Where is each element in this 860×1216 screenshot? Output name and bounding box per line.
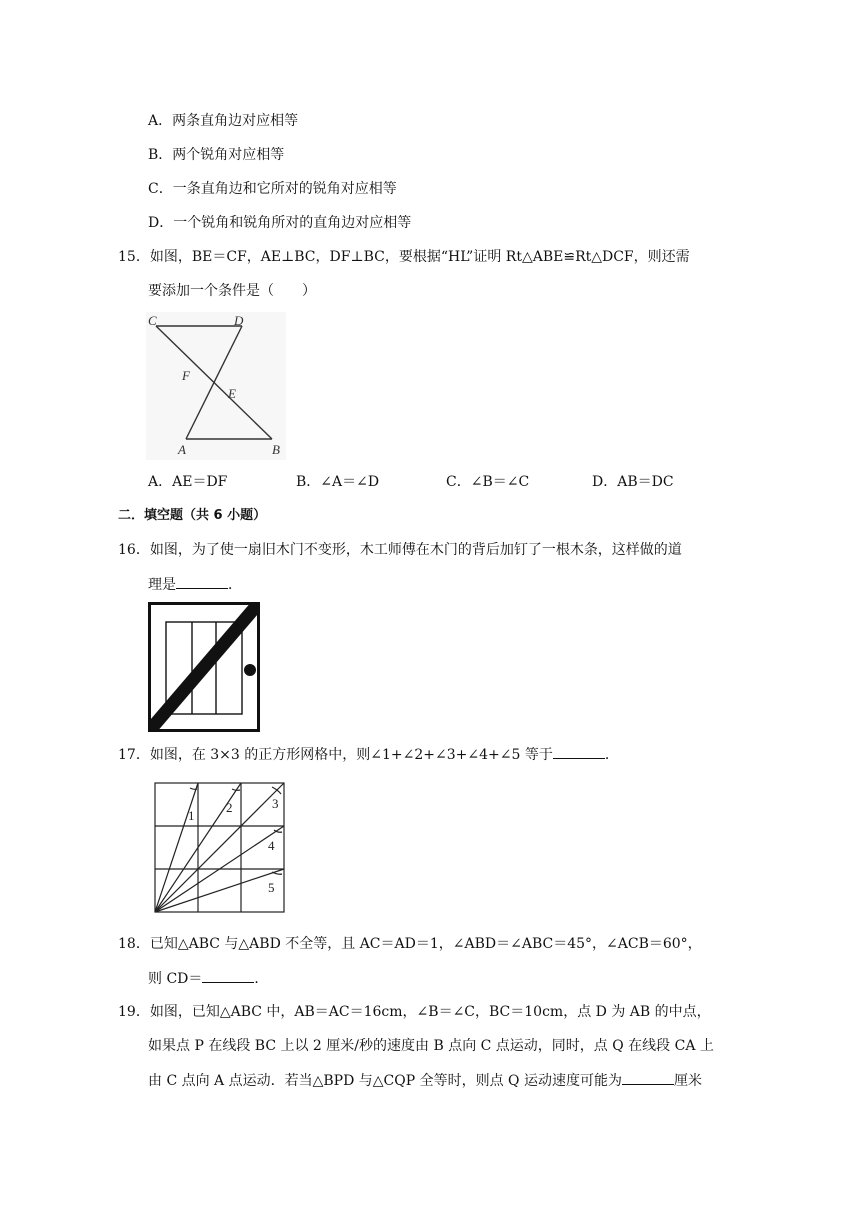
q16-stem-line2 bbox=[148, 574, 242, 595]
label-b: B bbox=[272, 442, 280, 457]
q19-stem-line1: 19．如图，已知△ABC 中，AB＝AC＝16cm，∠B＝∠C，BC＝10cm，点 D 为 AB 的中点， bbox=[118, 1004, 711, 1020]
q14-option-a: A．两条直角边对应相等 bbox=[148, 113, 299, 129]
angle-label-4: 4 bbox=[268, 838, 275, 853]
q16-suffix: ． bbox=[228, 577, 242, 593]
angle-label-5: 5 bbox=[268, 880, 275, 895]
q19-prefix: 由 C 点向 A 点运动．若当△BPD 与△CQP 全等时，则点 Q 运动速度可能为 bbox=[148, 1073, 622, 1089]
label-c: C bbox=[148, 313, 157, 328]
q19-stem-line3 bbox=[148, 1070, 702, 1091]
q17-prefix: 17．如图，在 3×3 的正方形网格中，则∠1+∠2+∠3+∠4+∠5 等于 bbox=[118, 747, 553, 763]
q17-grid-figure bbox=[150, 778, 290, 918]
q15-option-d: D．AB＝DC bbox=[592, 474, 674, 490]
q16-prefix: 理是 bbox=[148, 577, 176, 593]
angle-label-2: 2 bbox=[226, 800, 233, 815]
q18-answer-blank[interactable] bbox=[202, 968, 254, 983]
q15-stem-line2: 要添加一个条件是（ ） bbox=[148, 283, 316, 299]
q15-figure bbox=[146, 312, 286, 460]
q18-suffix: ． bbox=[254, 971, 269, 987]
q17-suffix: ． bbox=[604, 747, 619, 763]
q14-option-c: C．一条直角边和它所对的锐角对应相等 bbox=[148, 181, 397, 197]
q19-stem-line2: 如果点 P 在线段 BC 上以 2 厘米/秒的速度由 B 点向 C 点运动，同时，点 Q 在线段 CA 上 bbox=[148, 1038, 714, 1054]
q15-option-c: C．∠B＝∠C bbox=[446, 474, 530, 490]
q18-prefix: 则 CD＝ bbox=[148, 971, 203, 987]
q17-answer-blank[interactable] bbox=[553, 744, 605, 759]
q15-stem-line1: 15．如图，BE＝CF，AE⊥BC，DF⊥BC，要根据“HL”证明 Rt△ABE≌Rt△DCF，则还需 bbox=[118, 249, 690, 265]
q15-option-a: A．AE＝DF bbox=[148, 474, 228, 490]
section-heading: 二．填空题（共 6 小题） bbox=[118, 508, 267, 523]
angle-label-3: 3 bbox=[272, 796, 279, 811]
q19-answer-blank[interactable] bbox=[622, 1070, 674, 1085]
q16-answer-blank[interactable] bbox=[176, 574, 228, 589]
q18-stem-line2 bbox=[148, 968, 268, 989]
label-d: D bbox=[234, 313, 244, 328]
label-a: A bbox=[178, 442, 186, 457]
label-e: E bbox=[228, 386, 236, 401]
q16-stem-line1: 16．如图，为了使一扇旧木门不变形，木工师傅在木门的背后加钉了一根木条，这样做的道 bbox=[118, 542, 682, 558]
q17-stem bbox=[118, 744, 619, 765]
q16-door-figure bbox=[148, 602, 260, 732]
label-f: F bbox=[182, 368, 190, 383]
q14-option-b: B．两个锐角对应相等 bbox=[148, 147, 285, 163]
q19-suffix: 厘米 bbox=[673, 1073, 702, 1089]
q15-option-b: B．∠A＝∠D bbox=[296, 474, 380, 490]
q18-stem-line1: 18．已知△ABC 与△ABD 不全等，且 AC＝AD＝1，∠ABD＝∠ABC＝45°，∠ACB＝60°， bbox=[118, 936, 702, 952]
q14-option-d: D．一个锐角和锐角所对的直角边对应相等 bbox=[148, 215, 412, 231]
angle-label-1: 1 bbox=[188, 808, 195, 823]
